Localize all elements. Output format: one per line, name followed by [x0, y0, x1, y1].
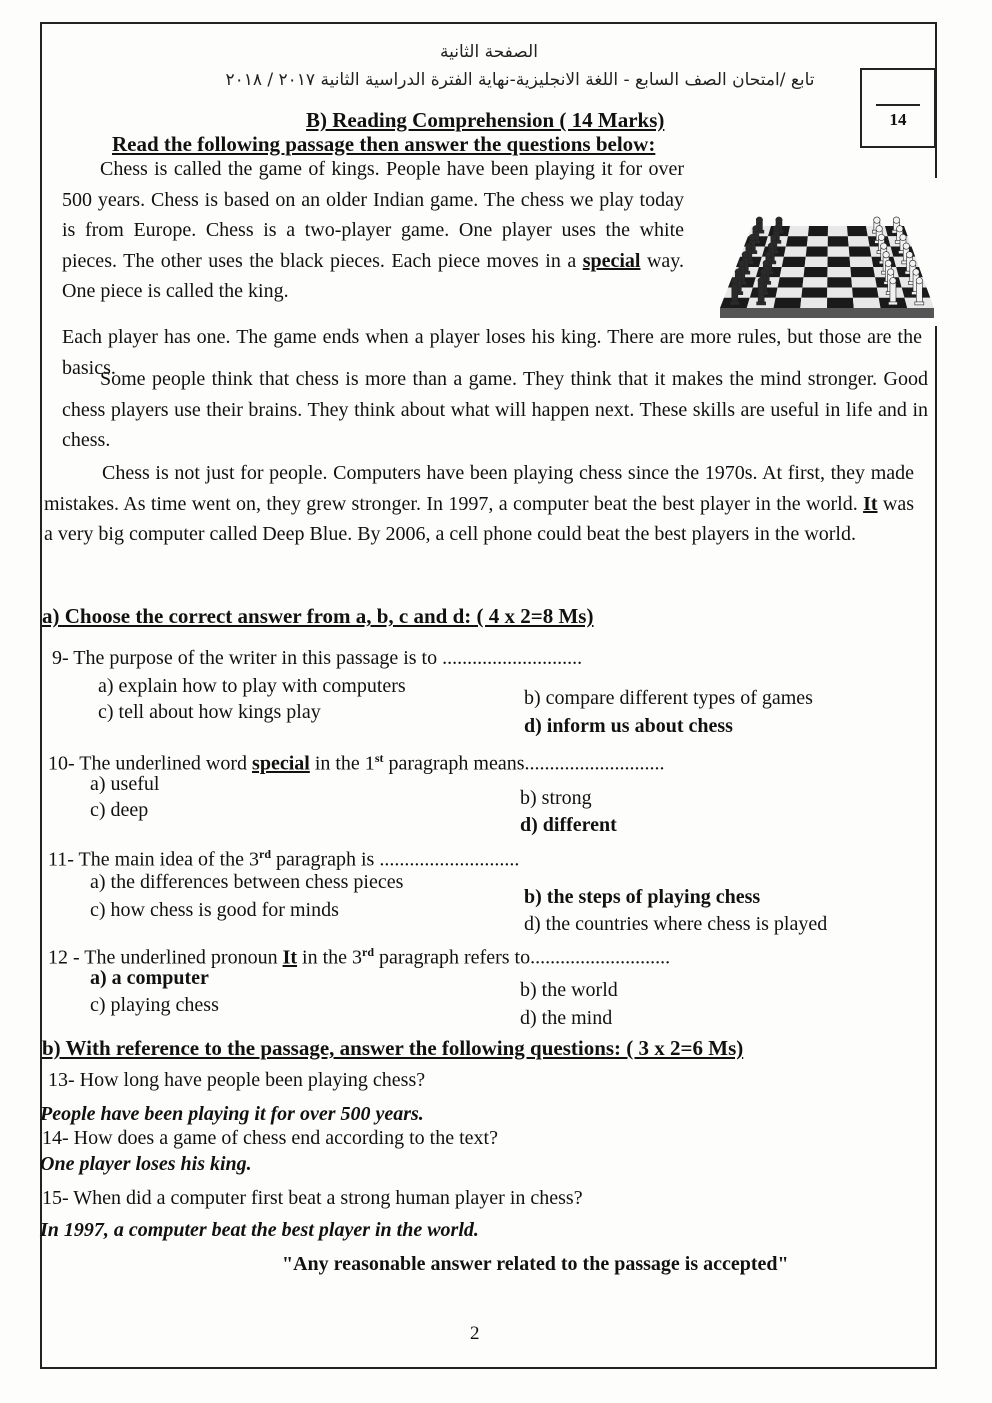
question-text: 11- The main idea of the 3: [48, 848, 260, 871]
chess-piece: [915, 278, 924, 305]
ordinal-suffix: st: [374, 751, 384, 765]
board-square: [849, 247, 872, 257]
score-value: 14: [889, 110, 907, 129]
question-text: 10- The underlined word: [48, 752, 248, 775]
board-edge: [720, 308, 934, 318]
answer-13: People have been playing it for over 500 years.: [40, 1103, 424, 1125]
q12-option-c: c) playing chess: [90, 994, 219, 1016]
question-13: 13- How long have people been playing chess?: [48, 1069, 426, 1091]
passage-text: way. One piece is called the king.: [62, 249, 685, 302]
board-square: [806, 247, 828, 257]
question-keyword: It: [282, 946, 298, 969]
board-square: [804, 267, 828, 277]
part-a-title: a) Choose the correct answer from a, b, c and d: ( 4 x 2=8 Ms): [42, 604, 594, 628]
passage-paragraph-3: [44, 458, 914, 550]
q12-option-b: b) the world: [520, 979, 618, 1001]
board-square: [800, 298, 827, 308]
chess-piece: [888, 278, 897, 305]
q11-option-c: c) how chess is good for minds: [90, 899, 339, 921]
q12-option-d: d) the mind: [520, 1007, 613, 1029]
chess-piece: [757, 278, 766, 305]
q9-option-c: c) tell about how kings play: [98, 701, 321, 723]
board-square: [802, 277, 827, 287]
question-text: paragraph means............................: [388, 752, 665, 775]
q12-option-a: a) a computer: [90, 967, 209, 989]
board-square: [828, 236, 849, 246]
passage-paragraph-1: [62, 154, 684, 307]
question-text: in the 3: [302, 946, 363, 969]
board-square: [828, 257, 851, 267]
q10-option-b: b) strong: [520, 787, 592, 809]
passage-text: Chess is not just for people. Computers have been playing chess since the 1970s. At first, they made mistakes. As time went on, they grew stronger. In 1997, a computer beat the best player in the world.: [44, 462, 914, 515]
board-square: [786, 236, 808, 246]
question-9: 9- The purpose of the writer in this passage is to ............................: [52, 647, 583, 669]
board-square: [807, 236, 828, 246]
board-square: [827, 277, 852, 287]
section-instruction: Read the following passage then answer the questions below:: [112, 132, 656, 156]
board-square: [852, 288, 879, 298]
underlined-word-special: special: [582, 249, 641, 272]
page-label: الصفحة الثانية: [440, 42, 538, 62]
ordinal-suffix: rd: [259, 847, 272, 861]
board-square: [850, 257, 874, 267]
board-square: [851, 277, 877, 287]
question-text: in the 1: [314, 752, 375, 775]
question-text: paragraph refers to............................: [379, 946, 671, 969]
board-square: [827, 298, 854, 308]
question-15: 15- When did a computer first beat a strong human player in chess?: [42, 1187, 583, 1209]
page-number: 2: [470, 1323, 480, 1344]
answer-15: In 1997, a computer beat the best player in the world.: [40, 1219, 479, 1241]
q10-option-d: d) different: [520, 814, 617, 836]
q11-option-a: a) the differences between chess pieces: [90, 871, 404, 893]
board-square: [782, 257, 806, 267]
board-square: [776, 288, 803, 298]
question-text: 12 - The underlined pronoun: [48, 946, 278, 969]
ordinal-suffix: rd: [362, 945, 375, 959]
score-box: [860, 68, 936, 148]
q9-option-d: d) inform us about chess: [524, 715, 733, 737]
board-square: [784, 247, 807, 257]
question-keyword: special: [252, 752, 310, 775]
question-11: [48, 842, 519, 872]
board-square: [828, 226, 848, 236]
q11-option-b: b) the steps of playing chess: [524, 886, 761, 908]
board-square: [774, 298, 802, 308]
board-square: [853, 298, 881, 308]
q9-option-b: b) compare different types of games: [524, 687, 813, 709]
q10-option-c: c) deep: [90, 799, 149, 821]
q10-option-a: a) useful: [90, 773, 160, 795]
board-square: [827, 288, 853, 298]
section-title: B) Reading Comprehension ( 14 Marks): [306, 108, 665, 132]
question-14: 14- How does a game of chess end according to the text?: [42, 1127, 498, 1149]
exam-title: تابع /امتحان الصف السابع - اللغة الانجليزية-نهاية الفترة الدراسية الثانية ٢٠١٧ / ٢٠١٨: [225, 70, 815, 90]
part-b-title: b) With reference to the passage, answer the following questions: ( 3 x 2=6 Ms): [42, 1036, 744, 1060]
passage-text: Chess is called the game of kings. People have been playing it for over 500 years. Chess is based on an older Indian game. The chess we play today is from Europe. Chess is a two-player game. One player uses the white pieces. The other uses the black pieces. Each piece moves in a: [62, 158, 684, 272]
board-square: [848, 236, 870, 246]
board-square: [847, 226, 868, 236]
board-square: [780, 267, 805, 277]
board-square: [801, 288, 827, 298]
chess-piece: [730, 278, 739, 305]
board-square: [808, 226, 828, 236]
underlined-word-it: It: [863, 492, 878, 515]
grading-note: "Any reasonable answer related to the passage is accepted": [282, 1253, 789, 1275]
board-square: [828, 247, 850, 257]
q11-option-d: d) the countries where chess is played: [524, 913, 828, 935]
board-square: [827, 267, 851, 277]
question-text: paragraph is ............................: [276, 848, 520, 871]
board-square: [778, 277, 804, 287]
board-square: [850, 267, 875, 277]
board-square: [788, 226, 809, 236]
q9-option-a: a) explain how to play with computers: [98, 675, 406, 697]
passage-paragraph-2: Some people think that chess is more than a game. They think that it makes the mind stronger. Good chess players use their brains. They think about what will happen next. These skills are useful in life and in chess.: [62, 368, 928, 451]
answer-14: One player loses his king.: [40, 1153, 252, 1175]
passage-paragraph-1-end: Each player has one. The game ends when a player loses his king. There are more rules, but those are the basics.: [62, 326, 922, 379]
board-square: [805, 257, 828, 267]
passage-text: was a very big computer called Deep Blue. By 2006, a cell phone could beat the best players in the world.: [44, 492, 915, 545]
chessboard-image: [712, 178, 938, 326]
